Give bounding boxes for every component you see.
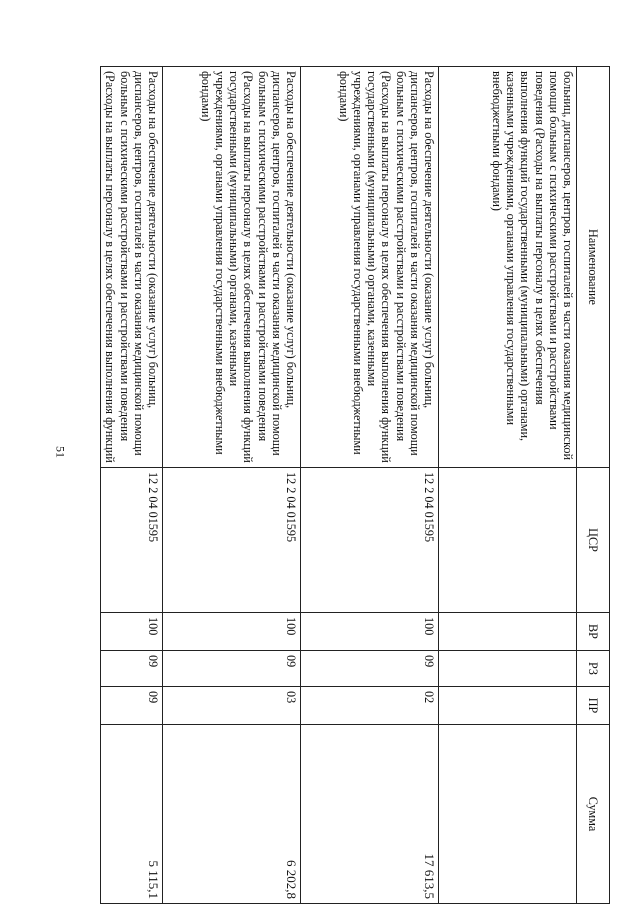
- page-number: 51: [53, 446, 68, 458]
- row-name: Расходы на обеспечение деятельности (оказание услуг) больниц, диспансеров, центров, госпиталей в части оказания медицинской помощи больным с психическими расстройствами и расстройствами поведения (Расходы на выплаты персоналу в целях обеспечения выполнения функций государственными (муниципальными) органами, казенными учреждениями, органами управления государственными внебюджетными фондами): [163, 67, 301, 468]
- row-rz: 09: [163, 651, 301, 687]
- header-name: Наименование: [577, 67, 610, 468]
- row-name: больниц, диспансеров, центров, госпиталей в части оказания медицинской помощи больным с психическими расстройствами и расстройствами поведения (Расходы на выплаты персоналу в целях обеспечения выполнения функций государственными (муниципальными) органами, казенными учреждениями, органами управления государственными внебюджетными фондами): [439, 67, 577, 468]
- rotated-table-container: [104, 66, 610, 903]
- row-vr: 100: [163, 613, 301, 651]
- table-row: [163, 67, 301, 904]
- row-csr: 12 2 04 01595: [101, 468, 163, 613]
- row-csr: 12 2 04 01595: [301, 468, 439, 613]
- row-sum: 6 202,8: [163, 725, 301, 904]
- header-rz: РЗ: [577, 651, 610, 687]
- budget-table: [100, 66, 610, 904]
- table-header-row: [577, 67, 610, 904]
- row-name: Расходы на обеспечение деятельности (оказание услуг) больниц, диспансеров, центров, госпиталей в части оказания медицинской помощи больным с психическими расстройствами и расстройствами поведения (Расходы на выплаты персоналу в целях обеспечения выполнения функций государственными (муниципальными) органами, казенными учреждениями, органами управления государственными внебюджетными фондами): [301, 67, 439, 468]
- row-pr: 09: [101, 687, 163, 725]
- row-csr: [439, 468, 577, 613]
- row-vr: 100: [301, 613, 439, 651]
- header-csr: ЦСР: [577, 468, 610, 613]
- row-rz: [439, 651, 577, 687]
- row-pr: 03: [163, 687, 301, 725]
- row-sum: 17 613,5: [301, 725, 439, 904]
- row-rz: 09: [101, 651, 163, 687]
- row-csr: 12 2 04 01595: [163, 468, 301, 613]
- row-name: Расходы на обеспечение деятельности (оказание услуг) больниц, диспансеров, центров, госпиталей в части оказания медицинской помощи больным с психическими расстройствами и расстройствами поведения (Расходы на выплаты персоналу в целях обеспечения выполнения функций: [101, 67, 163, 468]
- table-row: [301, 67, 439, 904]
- row-rz: 09: [301, 651, 439, 687]
- table-row: [101, 67, 163, 904]
- header-pr: ПР: [577, 687, 610, 725]
- row-pr: 02: [301, 687, 439, 725]
- row-vr: [439, 613, 577, 651]
- table-row: [439, 67, 577, 904]
- row-sum: 5 115,1: [101, 725, 163, 904]
- row-vr: 100: [101, 613, 163, 651]
- row-sum: [439, 725, 577, 904]
- header-sum: Сумма: [577, 725, 610, 904]
- row-pr: [439, 687, 577, 725]
- header-vr: ВР: [577, 613, 610, 651]
